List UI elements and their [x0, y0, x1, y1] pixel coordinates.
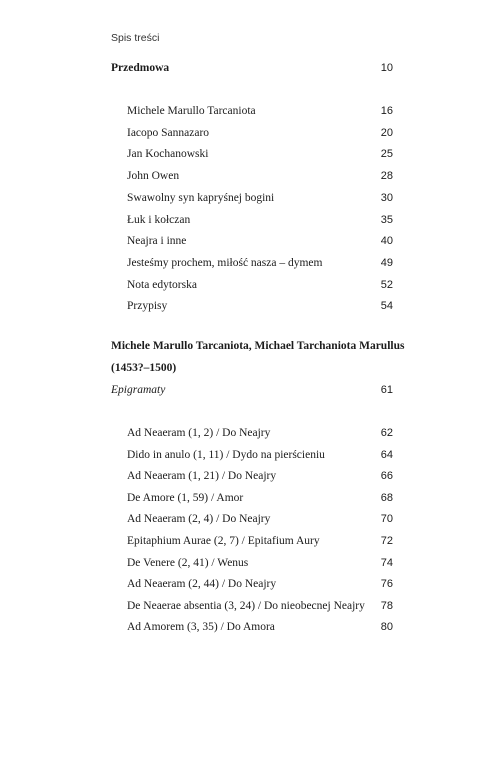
toc-entry-preface[interactable]: [0, 58, 480, 78]
toc-entry-page: 54: [380, 300, 393, 313]
toc-entry-page: 76: [380, 578, 393, 591]
toc-entry[interactable]: [0, 596, 480, 616]
toc-entry-title: Łuk i kołczan: [127, 213, 191, 226]
toc-entry-title: Epigramaty: [111, 384, 166, 396]
toc-entry-page: 61: [380, 384, 393, 396]
toc-entry-title: Swawolny syn kapryśnej bogini: [127, 191, 275, 204]
toc-entry-page: 49: [380, 256, 393, 269]
toc-entry[interactable]: [0, 123, 480, 143]
toc-entry[interactable]: [0, 553, 480, 573]
toc-entry[interactable]: [0, 166, 480, 186]
toc-entry-page: 68: [380, 491, 393, 504]
toc-entry-page: 70: [380, 513, 393, 526]
toc-entry-collection[interactable]: [0, 380, 480, 400]
toc-entry-title: De Venere (2, 41) / Wenus: [127, 556, 249, 569]
toc-entry-page: 66: [380, 470, 393, 483]
toc-entry-page: 16: [380, 105, 393, 117]
toc-entry-page: 72: [380, 535, 393, 547]
toc-entry-page: 80: [380, 621, 393, 634]
author-name: Michele Marullo Tarcaniota, Michael Tarchaniota Marullus: [111, 340, 405, 352]
author-dates-row: [0, 358, 480, 378]
toc-entry-page: 74: [380, 556, 393, 569]
toc-entry-title: De Amore (1, 59) / Amor: [127, 491, 244, 504]
toc-entry[interactable]: [0, 253, 480, 273]
toc-entry[interactable]: [0, 423, 480, 443]
toc-entry-page: 52: [380, 278, 393, 291]
toc-entry-title: Ad Neaeram (1, 2) / Do Neajry: [127, 427, 271, 439]
toc-entry[interactable]: [0, 144, 480, 164]
toc-entry-page: 64: [380, 448, 393, 461]
toc-entry-title: Epitaphium Aurae (2, 7) / Epitafium Aury: [127, 535, 320, 547]
toc-entry-title: Ad Neaeram (2, 4) / Do Neajry: [127, 513, 271, 526]
toc-entry-title: Przedmowa: [111, 62, 170, 74]
toc-entry-title: Ad Neaeram (2, 44) / Do Neajry: [127, 578, 277, 591]
toc-entry[interactable]: [0, 275, 480, 295]
toc-entry-title: Jan Kochanowski: [127, 148, 209, 161]
toc-entry-title: De Neaerae absentia (3, 24) / Do nieobecnej Neajry: [127, 599, 365, 612]
toc-entry-page: 30: [380, 191, 393, 204]
toc-entry-page: 20: [380, 126, 393, 139]
toc-entry-title: Ad Amorem (3, 35) / Do Amora: [127, 621, 275, 634]
author-heading: [0, 336, 480, 356]
toc-entry[interactable]: [0, 445, 480, 465]
toc-entry-title: Iacopo Sannazaro: [127, 126, 210, 139]
toc-entry[interactable]: [0, 296, 480, 316]
author-dates: (1453?–1500): [111, 362, 177, 374]
toc-entry-title: Michele Marullo Tarcaniota: [127, 105, 256, 117]
toc-entry[interactable]: [0, 488, 480, 508]
toc-entry[interactable]: [0, 509, 480, 529]
toc-entry-page: 62: [380, 427, 393, 439]
running-head: Spis treści: [111, 32, 160, 44]
toc-entry[interactable]: [0, 574, 480, 594]
toc-entry-page: 25: [380, 148, 393, 161]
toc-entry-title: Nota edytorska: [127, 278, 197, 291]
toc-entry-title: Ad Neaeram (1, 21) / Do Neajry: [127, 470, 277, 483]
toc-entry[interactable]: [0, 531, 480, 551]
toc-entry[interactable]: [0, 231, 480, 251]
toc-entry-title: Jesteśmy prochem, miłość nasza – dymem: [127, 256, 323, 269]
toc-entry-page: 78: [380, 599, 393, 612]
toc-entry-page: 10: [380, 62, 393, 74]
toc-entry[interactable]: [0, 101, 480, 121]
toc-entry[interactable]: [0, 210, 480, 230]
toc-entry-title: Dido in anulo (1, 11) / Dydo na pierścieniu: [127, 448, 325, 461]
toc-entry-page: 35: [380, 213, 393, 226]
toc-entry[interactable]: [0, 466, 480, 486]
toc-entry-page: 28: [380, 170, 393, 183]
toc-entry[interactable]: [0, 188, 480, 208]
toc-entry[interactable]: [0, 617, 480, 637]
toc-entry-title: John Owen: [127, 170, 180, 183]
toc-entry-page: 40: [380, 235, 393, 248]
toc-entry-title: Przypisy: [127, 300, 168, 313]
toc-entry-title: Neajra i inne: [127, 235, 187, 248]
